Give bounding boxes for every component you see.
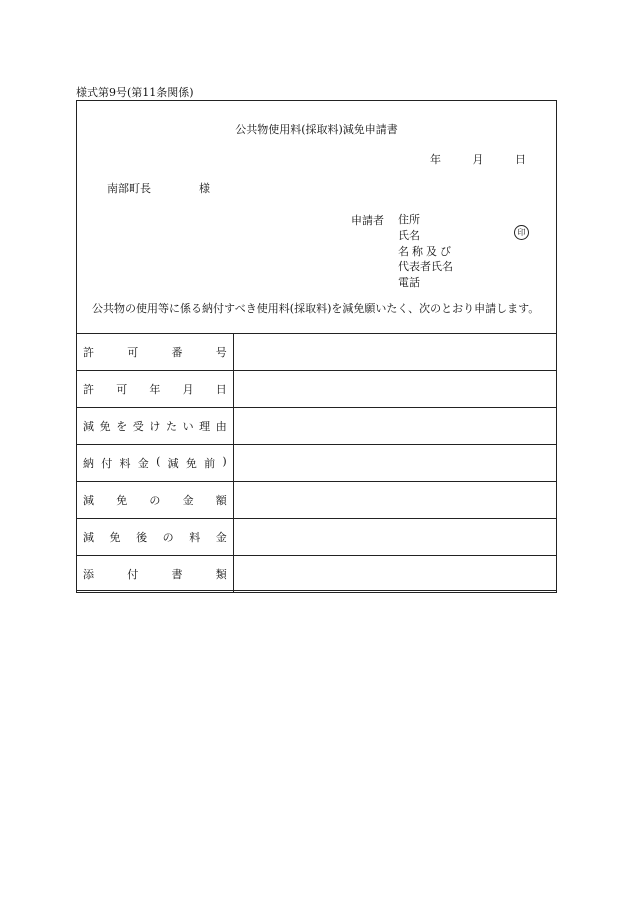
row-label-cell [77, 371, 234, 408]
row-label-cell [77, 519, 234, 556]
table-row [77, 556, 557, 593]
table-row [77, 482, 557, 519]
row-label: 納 付 料 金 ( 減 免 前 ) [83, 455, 227, 470]
applicant-fields [398, 212, 454, 291]
row-label: 添 付 書 類 [83, 568, 227, 581]
table-row [77, 371, 557, 408]
row-value-field[interactable] [233, 556, 556, 593]
applicant-phone-label: 電話 [398, 276, 420, 290]
recipient-honorific: 様 [199, 182, 210, 195]
application-statement: 公共物の使用等に係る納付すべき使用料(採取料)を減免願いたく、次のとおり申請します。 [92, 302, 540, 315]
seal-mark: 印 [514, 225, 529, 240]
row-label: 減 免 の 金 額 [83, 494, 227, 507]
date-day-label: 日 [515, 153, 526, 166]
row-value-field[interactable] [233, 482, 556, 519]
row-value-field[interactable] [233, 371, 556, 408]
row-label: 減 免 後 の 料 金 [83, 531, 227, 544]
recipient [107, 180, 210, 196]
row-label-cell [77, 334, 234, 371]
form-title: 公共物使用料(採取料)減免申請書 [235, 123, 398, 136]
row-value-field[interactable] [233, 334, 556, 371]
date-line [430, 151, 526, 167]
table-row [77, 445, 557, 482]
row-value-field[interactable] [233, 408, 556, 445]
form-number-label: 様式第9号(第11条関係) [76, 86, 194, 99]
row-label-cell [77, 556, 234, 593]
row-label-cell [77, 482, 234, 519]
row-label: 減 免 を 受 け た い 理 由 [83, 420, 227, 433]
applicant-org-name-label: 名称及び [398, 244, 454, 258]
applicant-rep-name-label: 代表者氏名 [398, 260, 453, 274]
applicant-address-label: 住所 [398, 213, 420, 226]
recipient-name: 南部町長 [107, 182, 151, 195]
row-value-field[interactable] [233, 519, 556, 556]
row-label-cell [77, 408, 234, 445]
date-month-label: 月 [472, 153, 484, 166]
applicant-label: 申請者 [351, 214, 384, 227]
details-table [76, 333, 557, 593]
table-row [77, 408, 557, 445]
table-row [77, 334, 557, 371]
applicant-name-label: 氏名 [398, 228, 420, 242]
application-form [76, 100, 557, 591]
row-value-field[interactable] [233, 445, 556, 482]
row-label: 許 可 年 月 日 [83, 383, 227, 396]
table-row [77, 519, 557, 556]
row-label: 許 可 番 号 [83, 346, 227, 359]
date-year-label: 年 [430, 153, 441, 166]
row-label-cell [77, 445, 234, 482]
